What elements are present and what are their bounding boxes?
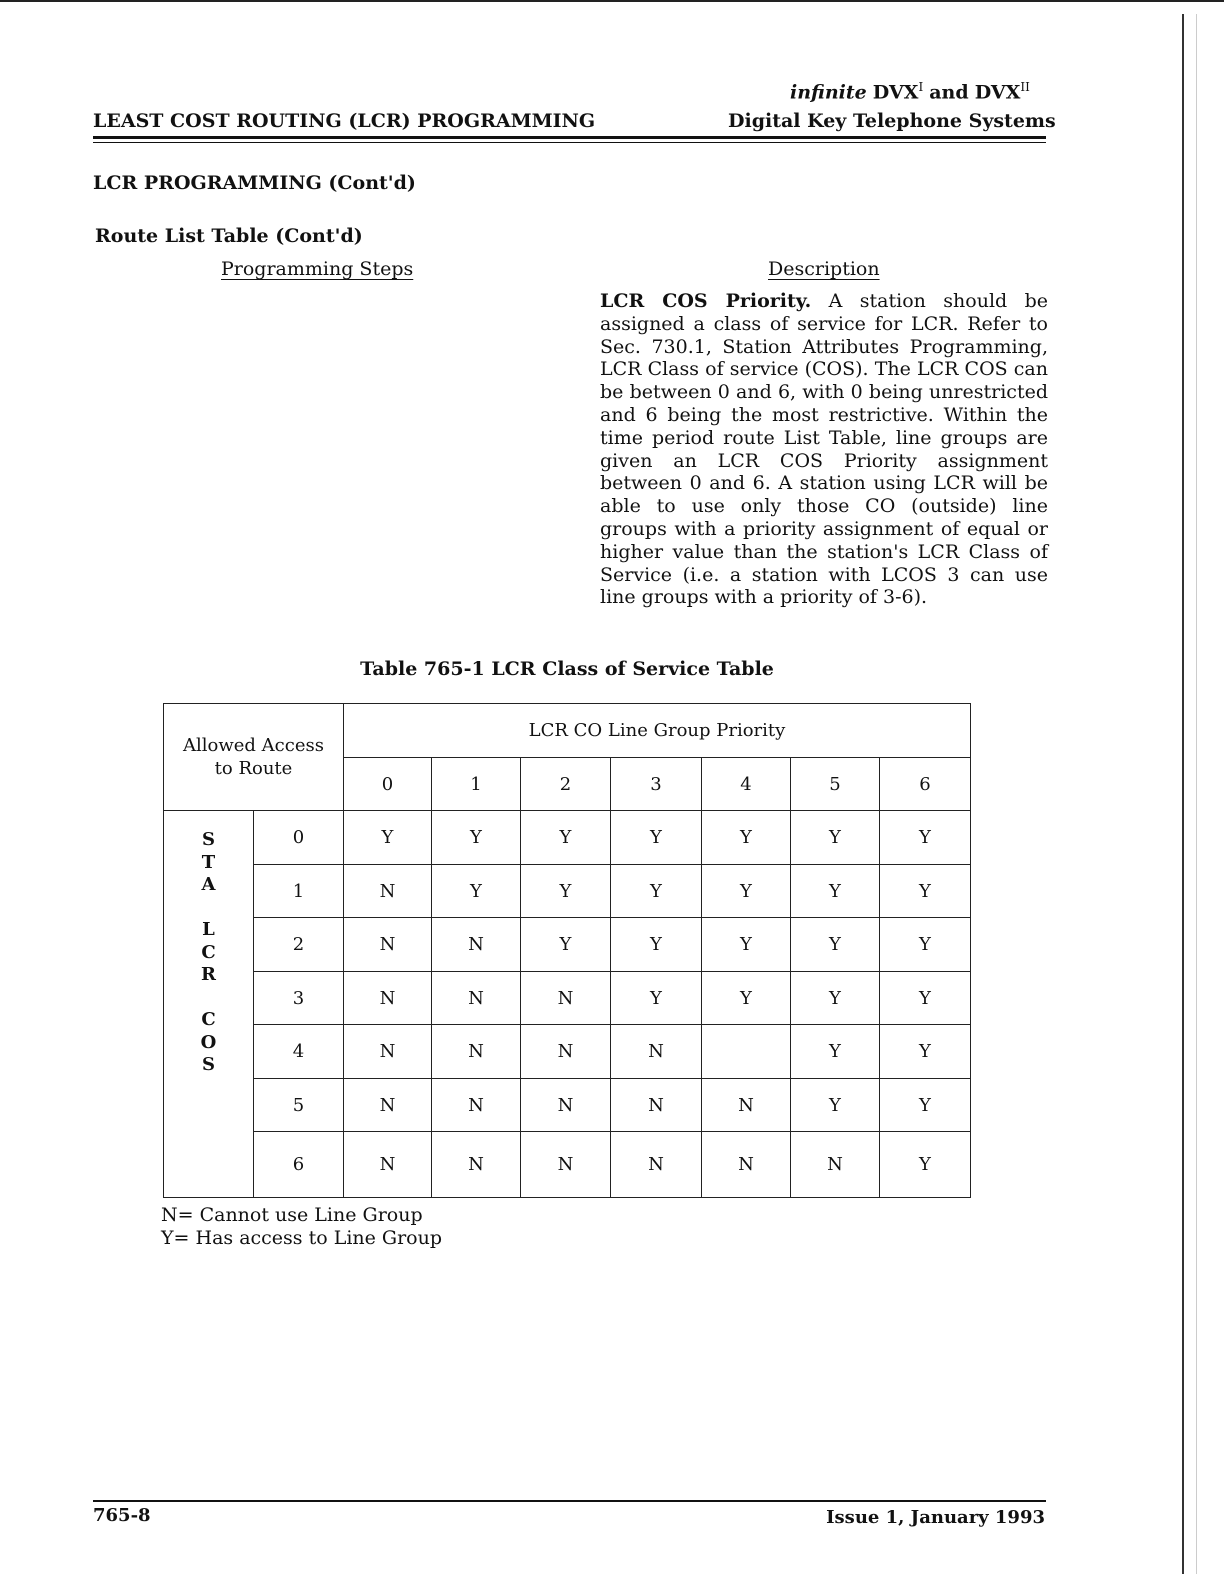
access-cell: N — [521, 1132, 611, 1198]
header-model-sup: I — [918, 80, 924, 94]
priority-header: 4 — [702, 758, 791, 811]
access-cell: Y — [611, 972, 702, 1025]
side-label-letter: S — [202, 1054, 215, 1075]
footer-rule — [93, 1500, 1046, 1502]
cos-level: 6 — [254, 1132, 344, 1198]
side-label-letter: O — [200, 1031, 217, 1053]
table-row — [164, 811, 971, 865]
table-row — [164, 1132, 971, 1198]
access-cell: Y — [880, 811, 971, 865]
table-row — [164, 1025, 971, 1079]
access-cell: Y — [791, 972, 880, 1025]
access-cell: Y — [791, 1079, 880, 1132]
access-cell: Y — [702, 918, 791, 972]
cos-level: 3 — [254, 972, 344, 1025]
table-corner-label: Allowed Access to Route — [164, 704, 344, 811]
access-cell: Y — [611, 918, 702, 972]
access-cell: Y — [432, 811, 521, 865]
access-cell: Y — [611, 865, 702, 918]
access-cell: Y — [611, 811, 702, 865]
access-cell: Y — [880, 1025, 971, 1079]
header-rule-thick — [93, 136, 1046, 139]
access-cell: Y — [791, 865, 880, 918]
side-label-letter: C — [201, 1009, 216, 1030]
access-cell: N — [611, 1025, 702, 1079]
access-cell: Y — [702, 865, 791, 918]
access-cell: N — [521, 1025, 611, 1079]
access-cell: N — [611, 1132, 702, 1198]
access-cell: N — [432, 1079, 521, 1132]
priority-header: 1 — [432, 758, 521, 811]
table-row — [164, 918, 971, 972]
cos-level: 4 — [254, 1025, 344, 1079]
access-cell: Y — [344, 811, 432, 865]
table-group-header: LCR CO Line Group Priority — [344, 704, 971, 758]
access-cell: N — [521, 1079, 611, 1132]
access-cell: N — [344, 1025, 432, 1079]
cos-level: 0 — [254, 811, 344, 865]
cos-level: 1 — [254, 865, 344, 918]
access-cell: Y — [880, 865, 971, 918]
access-cell: N — [344, 1132, 432, 1198]
cos-level: 2 — [254, 918, 344, 972]
access-cell: Y — [702, 972, 791, 1025]
access-cell: N — [791, 1132, 880, 1198]
access-cell: Y — [880, 972, 971, 1025]
column-heading-programming-steps: Programming Steps — [221, 258, 414, 280]
side-label-letter: S — [202, 829, 215, 850]
priority-header: 3 — [611, 758, 702, 811]
access-cell: N — [432, 918, 521, 972]
page-right-border-faint — [1196, 14, 1197, 1574]
access-cell: N — [702, 1132, 791, 1198]
table-row — [164, 865, 971, 918]
access-cell: Y — [880, 1132, 971, 1198]
header-brand-line — [790, 80, 1030, 103]
access-cell: N — [344, 972, 432, 1025]
access-cell: Y — [702, 811, 791, 865]
page-top-border — [0, 0, 1224, 2]
side-label-letter — [164, 987, 253, 1010]
header-model: DVX — [872, 81, 919, 104]
side-label-letter: A — [201, 874, 216, 895]
access-cell: Y — [521, 811, 611, 865]
column-heading-description: Description — [768, 258, 880, 280]
access-cell: N — [432, 972, 521, 1025]
access-cell: N — [432, 1132, 521, 1198]
header-rule-thin — [93, 142, 1046, 143]
cos-level: 5 — [254, 1079, 344, 1132]
table-caption: Table 765-1 LCR Class of Service Table — [360, 658, 774, 680]
description-lead: LCR COS Priority. — [600, 290, 812, 312]
access-cell: Y — [791, 918, 880, 972]
side-label-letter: C — [201, 941, 216, 963]
priority-header: 2 — [521, 758, 611, 811]
table-row — [164, 1079, 971, 1132]
legend-item: N= Cannot use Line Group — [161, 1204, 423, 1226]
access-cell: N — [611, 1079, 702, 1132]
access-cell: N — [521, 972, 611, 1025]
access-cell: Y — [880, 1079, 971, 1132]
station-lcr-cos-label — [164, 811, 254, 1198]
header-brand: infinite — [790, 81, 867, 104]
access-cell: Y — [880, 918, 971, 972]
table-legend — [161, 1204, 442, 1250]
priority-header: 0 — [344, 758, 432, 811]
table-row — [164, 972, 971, 1025]
access-cell: Y — [432, 865, 521, 918]
priority-header: 5 — [791, 758, 880, 811]
access-cell: N — [344, 918, 432, 972]
side-label-letter: L — [202, 919, 215, 940]
side-label-letter: T — [201, 851, 216, 873]
access-cell: N — [702, 1079, 791, 1132]
page-right-border — [1182, 14, 1184, 1574]
footer-page-number: 765-8 — [93, 1505, 151, 1526]
subsection-title: Route List Table (Cont'd) — [95, 225, 363, 247]
access-cell: N — [432, 1025, 521, 1079]
header-model2-sup: II — [1020, 80, 1030, 94]
access-cell: N — [344, 1079, 432, 1132]
header-model2: DVX — [974, 81, 1021, 104]
priority-header: 6 — [880, 758, 971, 811]
description-paragraph — [600, 290, 1048, 609]
access-cell: Y — [521, 918, 611, 972]
access-cell: Y — [791, 1025, 880, 1079]
side-label-letter: R — [201, 964, 216, 985]
lcr-cos-table — [163, 703, 971, 1198]
description-body: A station should be assigned a class of service for LCR. Refer to Sec. 730.1, Station Attributes Programming, LCR Class of service (COS). The LCR COS can be between 0 and 6, with 0 being unrestricted and 6 being the most restrictive. Within the time period route List Table, line groups are given an LCR COS Priority assignment between 0 and 6. A station using LCR will be able to use only those CO (outside) line groups with a priority assignment of equal or higher value than the station's LCR Class of Service (i.e. a station with LCOS 3 can use line groups with a priority of 3-6). — [600, 290, 1048, 609]
access-cell: Y — [791, 811, 880, 865]
section-title: LCR PROGRAMMING (Cont'd) — [93, 172, 416, 194]
access-cell: N — [344, 865, 432, 918]
header-left-title: LEAST COST ROUTING (LCR) PROGRAMMING — [93, 110, 596, 132]
access-cell: Y — [521, 865, 611, 918]
header-subtitle: Digital Key Telephone Systems — [728, 110, 1056, 132]
side-label-letter — [164, 897, 253, 920]
header-and: and — [929, 81, 969, 104]
footer-issue: Issue 1, January 1993 — [826, 1507, 1045, 1528]
access-cell — [702, 1025, 791, 1079]
legend-item: Y= Has access to Line Group — [161, 1227, 443, 1249]
